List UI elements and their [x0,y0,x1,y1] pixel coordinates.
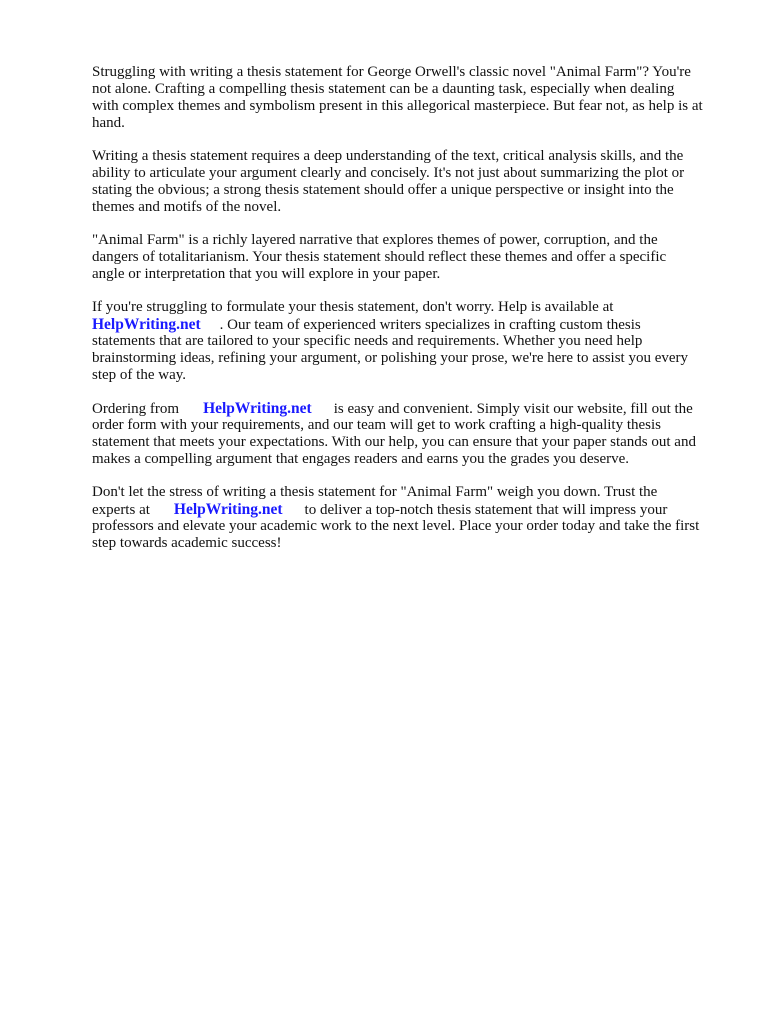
text-line: dangers of totalitarianism. Your thesis statement should reflect these themes and offer a specific [92,249,667,265]
text-line: step towards academic success! [92,535,282,551]
text-line: professors and elevate your academic work to the next level. Place your order today and take the first [92,518,700,534]
paragraph-intro [92,64,722,132]
text-line: step of the way. [92,367,186,383]
paragraph-help [92,299,722,384]
paragraph-closing [92,484,722,552]
text-line [92,316,722,333]
text-line: stating the obvious; a strong thesis statement should offer a unique perspective or insight into the [92,182,674,198]
helpwriting-link[interactable]: HelpWriting.net [203,400,312,417]
text-fragment: is easy and convenient. Simply visit our website, fill out the [333,401,693,417]
text-line: hand. [92,115,125,131]
paragraph-requirements [92,148,722,216]
text-line [92,501,722,518]
text-line: angle or interpretation that you will explore in your paper. [92,266,441,282]
text-line: Don't let the stress of writing a thesis statement for "Animal Farm" weigh you down. Trust the [92,484,658,500]
helpwriting-link[interactable]: HelpWriting.net [173,501,283,518]
text-fragment: Ordering from [92,401,180,417]
document-body [92,64,722,568]
text-fragment: . Our team of experienced writers specializes in crafting custom thesis [219,317,641,333]
paragraph-ordering [92,400,722,468]
text-line: ability to articulate your argument clearly and concisely. It's not just about summarizing the plot or [92,165,685,181]
text-line: not alone. Crafting a compelling thesis statement can be a daunting task, especially when dealing [92,81,675,97]
text-line: with complex themes and symbolism present in this allegorical masterpiece. But fear not, as help is at [92,98,703,114]
text-line: "Animal Farm" is a richly layered narrative that explores themes of power, corruption, and the [92,232,658,248]
text-line: statements that are tailored to your specific needs and requirements. Whether you need help [92,333,643,349]
text-fragment: experts at [92,502,150,518]
text-line: brainstorming ideas, refining your argument, or polishing your prose, we're here to assist you every [92,350,689,366]
text-line: Writing a thesis statement requires a deep understanding of the text, critical analysis skills, and the [92,148,684,164]
text-line: makes a compelling argument that engages readers and earns you the grades you deserve. [92,451,630,467]
text-line: statement that meets your expectations. With our help, you can ensure that your paper stands out and [92,434,696,450]
text-line: Struggling with writing a thesis statement for George Orwell's classic novel "Animal Farm"? You're [92,64,691,80]
text-line [92,400,722,417]
paragraph-themes [92,232,722,283]
text-line: themes and motifs of the novel. [92,199,282,215]
text-fragment: to deliver a top-notch thesis statement that will impress your [304,502,668,518]
helpwriting-link[interactable]: HelpWriting.net [92,316,201,333]
text-line: order form with your requirements, and our team will get to work crafting a high-quality thesis [92,417,662,433]
text-line: If you're struggling to formulate your thesis statement, don't worry. Help is available at [92,299,614,315]
